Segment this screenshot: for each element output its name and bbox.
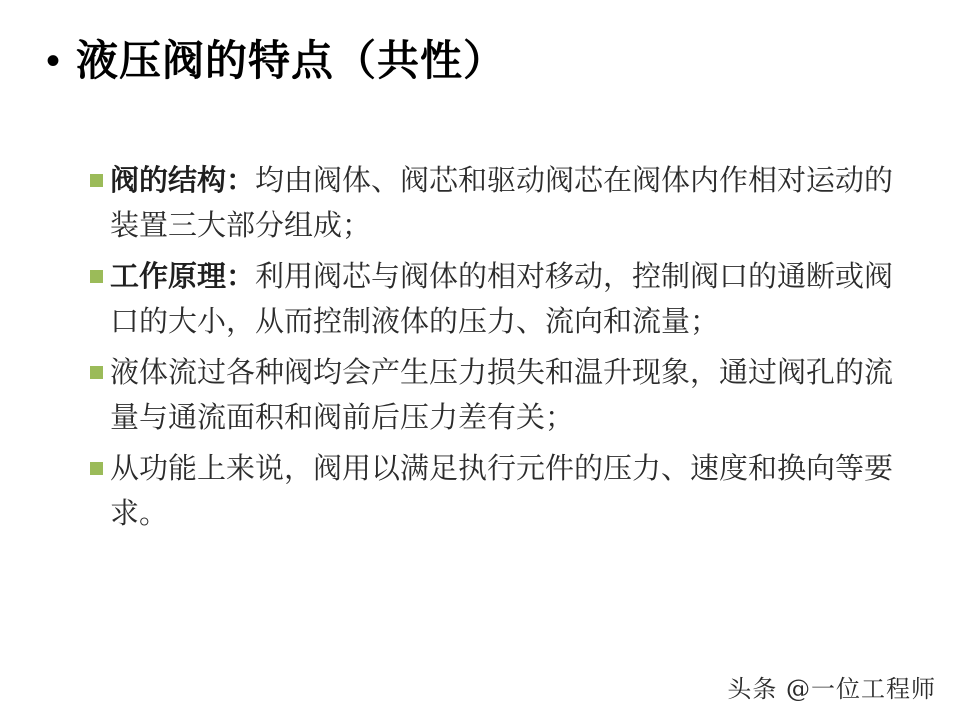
list-item xyxy=(88,446,908,536)
list-item-text: 从功能上来说，阀用以满足执行元件的压力、速度和换向等要求。 xyxy=(110,451,894,530)
title-text: 液压阀的特点（共性） xyxy=(76,36,507,85)
square-bullet-icon xyxy=(90,462,103,475)
title-bullet-icon: • xyxy=(46,39,61,83)
list-item xyxy=(88,158,908,248)
list-item xyxy=(88,254,908,344)
square-bullet-icon xyxy=(90,174,103,187)
list-item xyxy=(88,350,908,440)
page-title xyxy=(46,30,506,92)
list-item-text: 均由阀体、阀芯和驱动阀芯在阀体内作相对运动的装置三大部分组成； xyxy=(110,163,894,242)
list-item-lead: 阀的结构： xyxy=(110,163,256,197)
watermark-footer: 头条 @一位工程师 xyxy=(727,675,936,703)
list-item-text: 利用阀芯与阀体的相对移动，控制阀口的通断或阀口的大小，从而控制液体的压力、流向和流量； xyxy=(110,259,894,338)
square-bullet-icon xyxy=(90,366,103,379)
square-bullet-icon xyxy=(90,270,103,283)
bullet-list xyxy=(88,158,908,542)
list-item-lead: 工作原理： xyxy=(110,259,256,293)
list-item-text: 液体流过各种阀均会产生压力损失和温升现象，通过阀孔的流量与通流面积和阀前后压力差有关； xyxy=(110,355,894,434)
